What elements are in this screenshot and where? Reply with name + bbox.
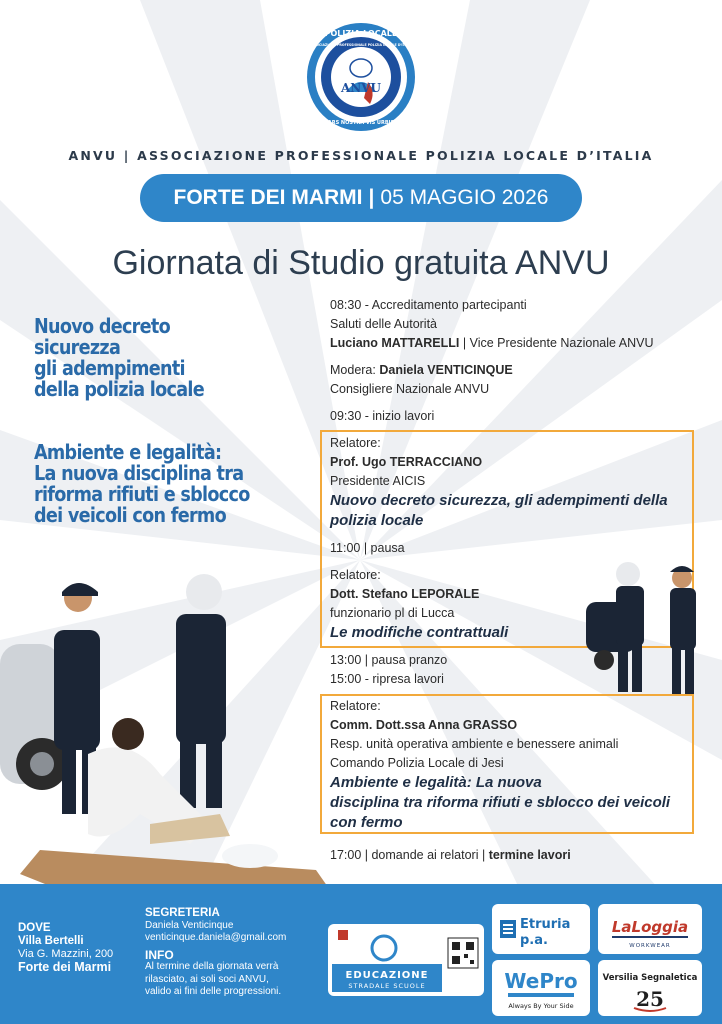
anvu-logo [306, 22, 416, 132]
speaker-label: Relatore: [330, 699, 381, 713]
secretariat-label: SEGRETERIA [145, 907, 220, 919]
info-label: INFO [145, 947, 174, 962]
event-location: FORTE DEI MARMI [173, 186, 363, 209]
topic-line: gli adempimenti [34, 356, 185, 380]
speaker-name: Comm. Dott.ssa Anna GRASSO [330, 718, 518, 732]
versilia-number: 25 [636, 987, 664, 1011]
banner-separator: | [368, 186, 375, 209]
logo-ring-top: POLIZIA LOCALE [324, 29, 398, 38]
topic-line: Ambiente e legalità: [34, 440, 222, 464]
schedule-line: Saluti delle Autorità [330, 317, 438, 331]
venue-label: DOVE [18, 922, 51, 934]
topic-line: Nuovo decreto [34, 314, 170, 338]
officers-with-motorbike-photo [576, 556, 712, 698]
logo-center-text: ANVU [340, 81, 382, 95]
secretariat-email: venticinque.daniela@gmail.com [145, 932, 287, 943]
sponsor-wepro [492, 960, 590, 1016]
program-closing [330, 846, 710, 865]
edu-title: EDUCAZIONE [345, 970, 429, 981]
schedule-line [330, 334, 710, 353]
wepro-tagline: Always By Your Side [508, 1002, 574, 1010]
educazione-stradale-graphic [328, 924, 484, 996]
laloggia-logo [598, 904, 702, 954]
schedule-line: 08:30 - Accreditamento partecipanti [330, 298, 527, 312]
association-name: ANVU | ASSOCIAZIONE PROFESSIONALE POLIZIA LOCALE D’ITALIA [68, 148, 654, 163]
page-title: Giornata di Studio gratuita ANVU [112, 244, 610, 282]
talk-title: polizia locale [330, 512, 424, 529]
venue-address: Via G. Mazzini, 200 [18, 948, 114, 960]
talk-title: con fermo [330, 814, 403, 831]
schedule-line [330, 846, 710, 865]
talk-title: disciplina tra riforma rifiuti e sblocco dei veicoli [330, 794, 671, 811]
event-date: 05 MAGGIO 2026 [380, 186, 549, 209]
schedule-line: 11:00 | pausa [330, 541, 405, 555]
program-opening [330, 296, 710, 426]
topic-2 [34, 442, 263, 526]
topic-line: della polizia locale [34, 377, 204, 401]
info-text: valido ai fini delle progressioni. [145, 986, 282, 997]
logo-ring-inner: ASSOCIAZIONE PROFESSIONALE POLIZIA LOCALE D'ITALIA [309, 43, 413, 47]
topic-line: dei veicoli con fermo [34, 503, 226, 527]
laloggia-subtitle: WORKWEAR [629, 943, 671, 949]
moderator-name: Daniela VENTICINQUE [379, 363, 513, 377]
speaker-name: Dott. Stefano LEPORALE [330, 587, 480, 601]
speaker-role: Presidente AICIS [330, 474, 426, 488]
topic-line: La nuova disciplina tra [34, 461, 244, 485]
logo-ring-bottom: ARS NOSTRA VIS URBIS [327, 120, 395, 126]
edu-subtitle: STRADALE SCUOLE [348, 982, 426, 990]
footer [0, 884, 722, 1024]
venue-info [18, 922, 113, 974]
educazione-stradale-card [328, 924, 484, 996]
info-text: rilasciato, ai soli soci ANVU, [145, 973, 269, 985]
schedule-line: 15:00 - ripresa lavori [330, 672, 444, 686]
speaker-label: Relatore: [330, 568, 381, 582]
schedule-line: Consigliere Nazionale ANVU [330, 382, 490, 396]
moderator-label: Modera: [330, 363, 380, 377]
sponsor-versilia [598, 960, 702, 1016]
versilia-logo [598, 960, 702, 1016]
topic-1 [34, 316, 263, 400]
topic-line: sicurezza [34, 335, 121, 359]
wepro-logo [492, 960, 590, 1016]
closing-bold: termine lavori [488, 848, 571, 862]
speaker-role: | Vice Presidente Nazionale ANVU [459, 336, 654, 350]
speaker-role: Comando Polizia Locale di Jesi [330, 756, 504, 770]
etruria-logo [492, 904, 590, 954]
secretariat-info [145, 907, 305, 999]
topic-line: riforma rifiuti e sblocco [34, 482, 250, 506]
talk-title: Le modifiche contrattuali [330, 624, 509, 641]
etruria-suffix: p.a. [520, 933, 548, 948]
speaker-role: Resp. unità operativa ambiente e benessere animali [330, 737, 619, 751]
sponsor-laloggia [598, 904, 702, 954]
schedule-line: 13:00 | pausa pranzo [330, 653, 448, 667]
venue-name: Villa Bertelli [18, 935, 84, 947]
speaker-label: Relatore: [330, 436, 381, 450]
venue-city: Forte dei Marmi [18, 960, 112, 974]
speaker-name: Prof. Ugo TERRACCIANO [330, 455, 483, 469]
etruria-name: Etruria [520, 917, 571, 932]
program-afternoon [330, 697, 710, 833]
talk-title: Ambiente e legalità: La nuova [330, 774, 542, 791]
secretariat-name: Daniela Venticinque [145, 919, 234, 931]
wepro-name: WePro [504, 969, 578, 993]
schedule-line [330, 361, 710, 380]
versilia-name: Versilia Segnaletica [602, 973, 698, 983]
schedule-line: 09:30 - inizio lavori [330, 409, 435, 423]
police-officers-photo [0, 574, 330, 890]
speaker-role: funzionario pl di Lucca [330, 606, 455, 620]
talk-title: Nuovo decreto sicurezza, gli adempimenti della [330, 492, 668, 509]
speaker-name: Luciano MATTARELLI [330, 336, 460, 350]
laloggia-name: LaLoggia [611, 918, 689, 936]
sponsor-etruria [492, 904, 590, 954]
closing-text: 17:00 | domande ai relatori | [330, 848, 489, 862]
event-location-date-banner [140, 174, 582, 222]
info-text: Al termine della giornata verrà [145, 961, 279, 972]
